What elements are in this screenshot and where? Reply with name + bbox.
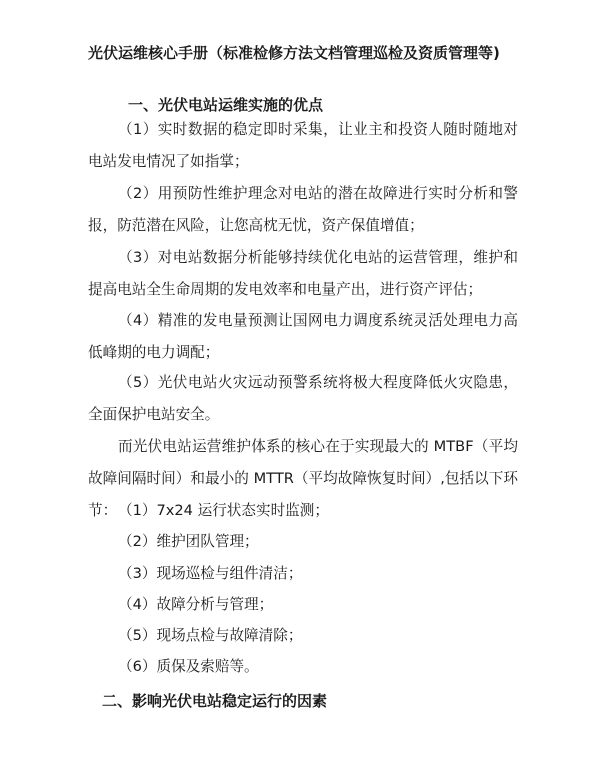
list-item: （6）质保及索赔等。: [118, 658, 259, 676]
document-title: 光伏运维核心手册（标准检修方法文档管理巡检及资质管理等): [88, 44, 500, 62]
list-item: （5）现场点检与故障清除；: [118, 627, 303, 645]
advantage-paragraph-2: （2）用预防性维护理念对电站的潜在故障进行实时分析和警报，防范潜在风险，让您高枕无忧，资产保值增值；: [88, 185, 518, 234]
list-item: （3）现场巡检与组件清洁；: [118, 564, 303, 582]
advantage-paragraph-4: （4）精准的发电量预测让国网电力调度系统灵活处理电力高低峰期的电力调配；: [88, 312, 518, 361]
advantage-paragraph-5: （5）光伏电站火灾远动预警系统将极大程度降低火灾隐患，全面保护电站安全。: [88, 374, 518, 423]
advantage-paragraph-3: （3）对电站数据分析能够持续优化电站的运营管理，维护和提高电站全生命周期的发电效率和电量产出，进行资产评估；: [88, 249, 518, 298]
maintenance-steps-list: [118, 495, 329, 683]
core-paragraph: 而光伏电站运营维护体系的核心在于实现最大的 MTBF（平均故障间隔时间）和最小的 MTTR（平均故障恢复时间）,包括以下环节：: [88, 438, 518, 519]
section-heading-advantages: 一、光伏电站运维实施的优点: [128, 96, 324, 114]
advantage-paragraph-1: （1）实时数据的稳定即时采集，让业主和投资人随时随地对电站发电情况了如指掌；: [88, 121, 518, 170]
section-heading-factors: 二、影响光伏电站稳定运行的因素: [102, 692, 328, 710]
list-item: （4）故障分析与管理；: [118, 595, 274, 613]
list-item: （1）7x24 运行状态实时监测；: [118, 502, 329, 519]
list-item: （2）维护团队管理；: [118, 533, 259, 551]
